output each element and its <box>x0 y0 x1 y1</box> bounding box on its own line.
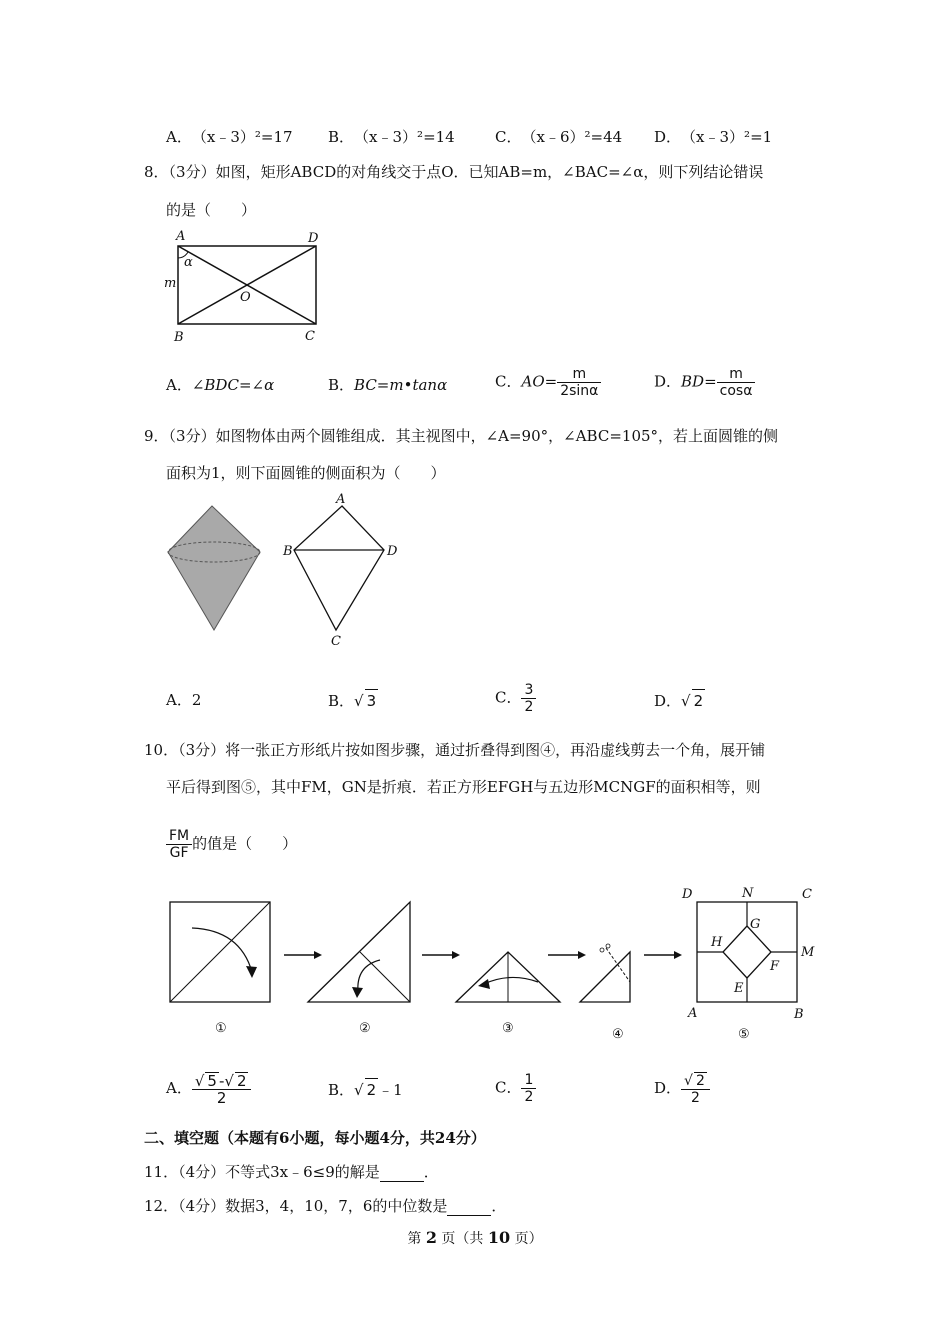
q8-stem-line1: 8．（3分）如图，矩形ABCD的对角线交于点O．已知AB=m，∠BAC=∠α，则下列结论错误 <box>144 163 764 181</box>
q10-fm-gf-fraction: $\frac{FM}{GF}$ <box>166 828 192 861</box>
q8-label-c: C <box>305 329 315 344</box>
q10-step3-fold-arrow <box>484 977 538 984</box>
q8-option-c-fraction: $\frac{m}{2\sin\alpha}$ <box>557 366 601 399</box>
q10-option-d: D． $\frac{√ 2}{2}$ <box>654 1072 710 1106</box>
q10-step4-label: ④ <box>612 1027 624 1042</box>
q9-option-a: A．2 <box>166 691 202 709</box>
q10-label-h: H <box>711 935 723 950</box>
q8-label-alpha: α <box>184 255 193 270</box>
q10-stem-line3: $\frac{FM}{GF}$ 的值是（ ） <box>166 828 297 861</box>
q9-label-c: C <box>331 634 341 649</box>
q11-stem: 11．（4分）不等式3x﹣6≤9的解是 ． <box>144 1163 439 1181</box>
q9-kite <box>294 506 384 630</box>
q10-label-m: M <box>801 945 815 960</box>
q10-label-a: A <box>688 1006 698 1021</box>
q9-label-a: A <box>336 492 346 507</box>
q10-step1-label: ① <box>215 1021 227 1036</box>
q10-step3-label: ③ <box>502 1021 514 1036</box>
q10-stem-line2: 平后得到图⑤，其中FM，GN是折痕．若正方形EFGH与五边形MCNGF的面积相等，则 <box>166 778 761 796</box>
q8-option-c: C．AO= $\frac{m}{2\sin\alpha}$ <box>495 366 601 399</box>
q10-arrow-2-head <box>452 951 460 959</box>
q10-label-n: N <box>742 886 754 901</box>
q7-option-d: D． （x﹣3）²=1 <box>654 128 773 146</box>
q7-option-c: C． （x﹣6）²=44 <box>495 128 623 146</box>
q9-option-c: C． $\frac{3}{2}$ <box>495 682 536 715</box>
q10-label-c: C <box>802 887 812 902</box>
q12-stem: 12．（4分）数据3，4，10，7，6的中位数是 ． <box>144 1197 507 1215</box>
q9-label-b: B <box>283 544 293 559</box>
q10-step4-scissors-icon-ring <box>606 944 610 948</box>
q10-label-g: G <box>750 917 761 932</box>
q9-option-d: D．√ 2 <box>654 689 705 712</box>
q10-step2-fold-arrow <box>358 960 380 992</box>
q8-stem-line2: 的是（ ） <box>166 201 257 219</box>
q8-label-b: B <box>174 330 184 345</box>
q9-double-cone <box>168 506 260 630</box>
page-footer: 第 2 页（共 10 页） <box>407 1228 543 1247</box>
q12-answer-blank <box>447 1200 491 1216</box>
q10-option-a: A． $\frac{√ 5 -√ 2}{2}$ <box>166 1072 251 1106</box>
q10-step1-diagonal <box>170 902 270 1002</box>
q9-front-view-figure <box>280 490 410 650</box>
q10-option-b: B．√ 2 ﹣1 <box>328 1078 403 1101</box>
q10-step4-triangle <box>580 952 630 1002</box>
q9-label-d: D <box>387 544 398 559</box>
q10-step5-inner-square <box>723 926 771 978</box>
q10-label-e: E <box>734 981 744 996</box>
q7-option-b: B． （x﹣3）²=14 <box>328 128 455 146</box>
q8-label-a: A <box>176 229 186 244</box>
q8-label-o: O <box>240 290 251 305</box>
q10-step2-arrowhead <box>352 987 363 998</box>
q10-step5-label: ⑤ <box>738 1027 750 1042</box>
q10-label-d: D <box>682 887 693 902</box>
q8-option-d: D．BD= $\frac{m}{\cos\alpha}$ <box>654 366 755 399</box>
section-2-title: 二、填空题（本题有6小题，每小题4分，共24分） <box>144 1129 486 1147</box>
q10-stem-line1: 10．（3分）将一张正方形纸片按如图步骤，通过折叠得到图④，再沿虚线剪去一个角，展开铺 <box>144 741 766 759</box>
q8-option-a: A．∠BDC=∠α <box>166 376 275 394</box>
q10-option-c: C． $\frac{1}{2}$ <box>495 1072 536 1105</box>
q9-solid-figure <box>162 498 262 634</box>
q10-step2-crease <box>360 952 410 1002</box>
q10-label-f: F <box>770 959 780 974</box>
q7-option-a: A． （x﹣3）²=17 <box>166 128 293 146</box>
q8-rectangle-figure <box>160 226 340 348</box>
q8-label-m: m <box>164 276 177 291</box>
q9-stem-line1: 9．（3分）如图物体由两个圆锥组成．其主视图中，∠A=90°，∠ABC=105°，若上面圆锥的侧 <box>144 427 779 445</box>
q10-arrow-4-head <box>674 951 682 959</box>
q10-folding-steps-figure <box>160 880 830 1050</box>
q10-arrow-3-head <box>578 951 586 959</box>
q9-option-b: B．√ 3 <box>328 689 378 712</box>
q10-step1-arrowhead <box>246 966 257 978</box>
q8-option-d-fraction: $\frac{m}{\cos\alpha}$ <box>717 366 756 399</box>
q8-label-d: D <box>308 231 319 246</box>
q10-arrow-1-head <box>314 951 322 959</box>
q10-step2-label: ② <box>359 1021 371 1036</box>
q10-label-b: B <box>794 1007 804 1022</box>
q11-answer-blank <box>380 1166 424 1182</box>
q10-step4-scissors-icon <box>600 948 604 952</box>
q10-step4-cut-line <box>606 948 630 982</box>
q9-stem-line2: 面积为1，则下面圆锥的侧面积为（ ） <box>166 464 446 482</box>
q10-step3-arrowhead <box>478 979 490 989</box>
q8-option-b: B．BC=m•tanα <box>328 376 448 394</box>
